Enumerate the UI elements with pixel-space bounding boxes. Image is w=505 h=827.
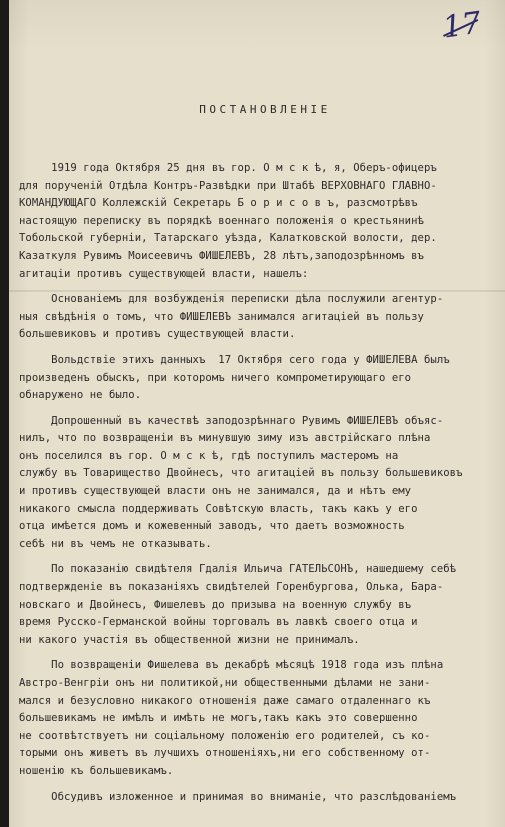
text-line: По возвращеніи Фишелева въ декабрѣ мѣсяцѣ 1918 года изъ плѣна bbox=[19, 659, 444, 672]
paragraph-container bbox=[19, 160, 501, 806]
text-line: КОМАНДУЮЩАГО Коллежскій Секретарь Б о р и с о в ъ, разсмотрѣвъ bbox=[19, 197, 418, 210]
text-line: агитаціи противъ существующей власти, нашелъ: bbox=[19, 267, 309, 280]
text-line: Австро-Венгріи онъ ни политикой,ни общественными дѣлами не зани- bbox=[19, 677, 431, 689]
paragraph bbox=[19, 657, 501, 780]
text-line: торыми онъ живетъ въ лучшихъ отношеніяхъ,ни его собственному от- bbox=[19, 747, 431, 760]
text-line: Вольдствіе этихъ данныхъ 17 Октября сего года у ФИШЕЛЕВА былъ bbox=[19, 353, 450, 366]
text-line: подтвержденіе въ показаніяхъ свидѣтелей Горенбургова, Олька, Бара- bbox=[19, 581, 444, 594]
paragraph bbox=[19, 413, 501, 554]
document-page bbox=[9, 0, 505, 827]
document-body bbox=[19, 66, 501, 827]
text-line: и противъ существующей власти онъ не занимался, да и нѣтъ ему bbox=[19, 485, 412, 498]
text-line: службу въ Товарищество Двойнесъ, что агитаціей въ пользу большевиковъ bbox=[19, 467, 463, 480]
paragraph bbox=[19, 352, 501, 405]
text-line: себѣ ни въ чемъ не отказывать. bbox=[19, 537, 212, 550]
text-line: произведенъ обыскъ, при которомъ ничего компрометирующаго его bbox=[19, 371, 412, 384]
text-line: онъ поселился въ гор. О м с к ѣ, гдѣ поступилъ мастеромъ на bbox=[19, 449, 399, 462]
text-line: Допрошенный въ качествѣ заподозрѣннаго Рувимъ ФИШЕЛЕВЪ объяс- bbox=[19, 414, 444, 427]
text-line: Обсудивъ изложенное и принимая во вниманіе, что разслѣдованіемъ bbox=[19, 790, 457, 803]
text-line: большевиковъ и противъ существующей власти. bbox=[19, 328, 296, 341]
text-line: ношенію къ большевикамъ. bbox=[19, 764, 174, 777]
text-line: настоящую переписку въ порядкѣ военнаго положенія о крестьянинѣ bbox=[19, 214, 424, 227]
text-line: 1919 года Октября 25 дня въ гор. О м с к ѣ, я, Оберъ-офицеръ bbox=[19, 161, 437, 174]
text-line: ни какого участія въ общественной жизни не принималъ. bbox=[19, 633, 360, 646]
text-line: отца имѣется домъ и кожевенный заводъ, что даетъ возможность bbox=[19, 520, 405, 533]
text-line: ныя свѣдѣнія о томъ, что ФИШЕЛЕВЪ занимался агитаціей въ пользу bbox=[19, 310, 424, 323]
text-line: нилъ, что по возвращеніи въ минувшую зиму изъ австрійскаго плѣна bbox=[19, 432, 431, 445]
paragraph bbox=[19, 789, 501, 807]
text-line: новскаго и Двойнесъ, Фишелевъ до призыва на военную службу въ bbox=[19, 598, 412, 611]
text-line: Казаткуля Рувимъ Моисеевичъ ФИШЕЛЕВЪ, 28 лѣтъ,заподозрѣнномъ въ bbox=[19, 249, 424, 262]
paragraph bbox=[19, 160, 501, 283]
text-line: никакого смысла поддерживать Совѣтскую власть, такъ какъ у его bbox=[19, 502, 418, 515]
paragraph bbox=[19, 561, 501, 649]
text-line: Основаніемъ для возбужденія переписки дѣла послужили агентур- bbox=[19, 293, 444, 306]
text-line: Тобольской губерніи, Татарскаго уѣзда, Калатковской волости, дер. bbox=[19, 232, 437, 245]
document-title: ПОСТАНОВЛЕНІЕ bbox=[199, 103, 331, 117]
text-line: для порученій Отдѣла Контръ-Развѣдки при Штабѣ ВЕРХОВНАГО ГЛАВНО- bbox=[19, 179, 437, 192]
folio-number: 17 bbox=[440, 5, 484, 46]
text-line: не соотвѣтствуетъ ни соціальному положенію его родителей, съ ко- bbox=[19, 729, 431, 742]
text-line: обнаружено не было. bbox=[19, 389, 142, 402]
text-line: большевикамъ не имѣлъ и имѣть не могъ,такъ какъ это совершенно bbox=[19, 712, 418, 725]
paragraph bbox=[19, 291, 501, 344]
text-line: время Русско-Германской войны торговалъ въ лавкѣ своего отца и bbox=[19, 616, 418, 629]
text-line: мался и безусловно никакого отношенія даже самаго отдаленнаго къ bbox=[19, 694, 431, 707]
text-line: По показанію свидѣтеля Гдалія Ильича ГАТЕЛЬСОНЪ, нашедшему себѣ bbox=[19, 563, 457, 576]
